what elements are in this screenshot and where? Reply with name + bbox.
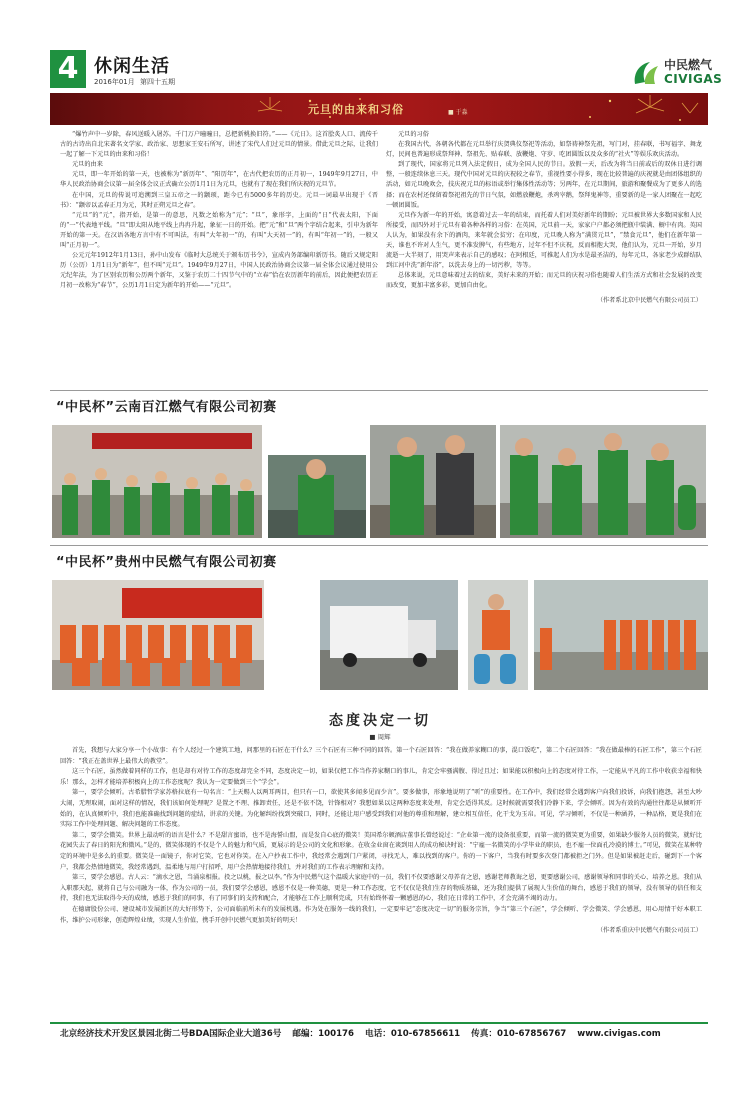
photo-guizhou-truck [320, 580, 458, 690]
paragraph: 总体来说，元旦意味着过去的结束，美好未来的开始；而元旦的庆祝习俗也随着人们生活方式和社会发展的改变而改变，更加丰富多彩，更加自由化。 [386, 272, 702, 290]
byline: （作者系重庆中民燃气有限公司员工） [596, 927, 702, 935]
photo-guizhou-lineup [534, 580, 708, 690]
subheading: 元旦的习俗 [398, 131, 429, 138]
paragraph: “元旦”的“元”，指开始，是第一的意思，凡数之始称为“元”；“旦”，象形字，上面的“日”代表太阳，下面的“一”代表地平线。“旦”即太阳从地平线上冉冉升起，象征一日的开始。把“元”和“旦”两个字结合起来，引申为新年开始的第一天。在汉语各地方言中有不可叫法，有叫“大年初一”的，有叫“大天初一”的，有叫“年初一”的，一般又叫“正月初一”。 [60, 211, 378, 250]
subheading: 元旦的由来 [72, 161, 103, 169]
logo-chinese-name: 中民燃气 [664, 58, 713, 72]
yunnan-competition-heading: “中民杯”云南百江燃气有限公司初赛 [56, 400, 277, 415]
article1-right-column [386, 130, 702, 306]
article2-author: ■ 周辉 [369, 733, 391, 741]
photo-yunnan-worker-repair [268, 455, 366, 538]
logo-english-name: CIVIGAS [664, 72, 723, 86]
article1-left-column [60, 130, 378, 292]
paragraph: 元旦，即一年开始的第一天，也被称为“新历年”、“阳历年”，在古代把农历的正月初一，1949年9月27日，中华人民政治协商会议第一届全体会议正式确立公历1月1日为元旦，也就有了现在我们所庆祝的元旦节。 [60, 171, 378, 189]
paragraph: 公元元年1912年1月13日，孙中山发布《临时大总统关于颁布历书令》，宣成内务部编印新历书。随后又规定阳历（公历）1月1日为“新年”，但不叫“元旦”。1949年9月27日，中国人民政治协商会议第一届全体会议通过使用公元纪年法，为了区别农历和公历两个新年，又鉴于农历二十四节气中的“立春”恰在农历新年的前后，因此便把农历正月初一改称为“春节”，公历1月1日定为新年的开始——“元旦”。 [60, 252, 378, 290]
paragraph: 第二，要学会微笑。世界上最动听的语言是什么？不是甜言蜜语，也不是海誓山盟，而是发自心底的微笑！美国希尔顿酒店董事长曾经说过：“企业第一流的设备很重要，而第一流的微笑更为重要，如果缺少服务人员的微笑，就好比花园失去了春日的阳光和微风。”是的，微笑体现的不仅是个人的魅力和气质，更展示的是公司的文化和形象。在收金业窗在谈到用人的成功秘诀时说：“宁雇一名微笑的小学毕业的职员，也不雇一位面孔冷漠的博士。”可见，微笑在某种特定的环境中是多么的重要。微笑是一面镜子，你对它笑，它也对你笑。在入户抄表工作中，我经常会遇到门户紧闭，寻找无人，难以找到的客户。你的一下客户，当我有时要多次登门都被拒之门外。但是如果被赶走后，碰到下一个客户，我都会热情地微笑，我经常遇到，温柔地与用户打招呼，用户会热情地接待我们，并对我们的工作表示理解和支持。 [60, 831, 702, 871]
paragraph: 这三个石匠，虽然做着同样的工作，但是却有对待工作的态度却完全不同，态度决定一切，如果仅把工作当作养家糊口的事儿，肯定会牢骚满腹、得过且过；如果能以积极向上的态度对待工作，一定能从平凡的工作中收获幸福和快乐！那么，怎样才能培养积极向上的工作态度呢？我认为一定要做到三个“学会”。 [60, 768, 702, 786]
paragraph: “爆竹声中一岁除，春风送暖入屠苏。千门万户曈曈日，总把新桃换旧符。”——《元日》。这首脍炙人口、流传千古的古诗出自北宋著名文学家、政治家、思想家王安石所写，讲述了宋代人们过元旦的情景。借此元旦之际，让我们一起了解一下元旦的由来和习俗！ [60, 131, 378, 159]
footer-website: www.civigas.com [577, 1029, 661, 1039]
footer-postcode: 邮编：100176 [292, 1029, 355, 1039]
paragraph: 第一，要学会倾听。古希腊哲学家苏格拉底有一句名言：“上天赐人以两耳两目，但只有一口，欲使其多闻多见而少言”。要多做事，形象地说明了“听”的重要性。在工作中，我们经常会遇到客户向我们投诉，向我们抱怨，甚至大吵大闹，无理取闹，面对这样的情况，我们该如何处理呢？是置之不理、推卸责任，还是不依不饶，针锋相对？我想如果以这两种态度来处理，肯定会适得其反。这时候就需要我们冷静下来，学会倾听。因为有效的沟通往往都是从倾听开始的，在认真倾听中，我们也能准确找到问题的症结，讲求的关键。为化解纠纷找到突破口，同时，还能让用户感受到我们对他的尊重和理解，建立相互信任，化干戈为玉帛。可见，学习倾听，不仅是一种涵养，一种品格，更是我们在实际工作中处理问题、解决问题的工作态度。 [60, 789, 702, 829]
article-title-new-year: 元旦的由来和习俗 [308, 103, 404, 116]
photo-guizhou-cylinders [468, 580, 528, 690]
page-number: 4 [50, 50, 86, 88]
paragraph: 首先，我想与大家分享一个小故事：有个人经过一个建筑工地，问那里的石匠在干什么？三个石匠有三种不同的回答。第一个石匠回答：“我在做养家糊口的事，混口饭吃”，第二个石匠回答：“我在做最棒的石匠工作”，第三个石匠回答：“我正在盖世界上最伟大的教堂”。 [60, 747, 702, 765]
footer-phone: 电话：010-67856611 [365, 1029, 461, 1039]
photo-guizhou-group [52, 580, 264, 690]
article2-title: 态度决定一切 [329, 713, 431, 729]
footer-contact [60, 1027, 661, 1039]
footer-rule [50, 1022, 708, 1024]
guizhou-competition-heading: “中民杯”贵州中民燃气有限公司初赛 [56, 555, 277, 570]
issue-number: 第四十五期 [140, 78, 175, 86]
paragraph: 元旦作为新一年的开始，寓意着过去一年的结束，而托着人们对美好新年的期盼；元旦被世界大多数国家和人民所接受，而四外对于元旦有着各种各样的习俗：在英国，元旦前一天，家家户户都必须把瓶中装满、橱中有肉。英国人认为，如果没有余下的酒肉，来年就会贫穷；在印度，元旦晚人称为“满贯元旦”，“禁食元旦”，他们在新年第一天，谁也不许对人生气，更不准发脾气，有些地方，过年不但不庆祝，反而相抱大哭，他们认为，元旦一开始，岁月流逝一大半刻了，用哭声来表示自己的感叹；在阿根廷，可推起人们为水是最圣洁的，每年元旦，各家老少成群结队到江河中洗“新年浴”，以洗去身上的一切污秽，等等。 [386, 211, 702, 270]
section-divider [50, 390, 708, 391]
photo-yunnan-two-inspectors [370, 425, 496, 538]
paragraph: 到了现代，国家将元旦列入法定假日，成为全国人民的节日。放假一天，后改为将当日前或后的双休日进行调整，一般连续休息三天。现代中国对元旦的庆祝较之春节，重视性要小得多，现在比较普遍的庆祝就是由团体组织的活动，如元旦晚欢会，技庆祝元旦的标语或举行集体性活动等；另两年，在元旦期间，旅游和聚餐成为了更多人的选择；而在农村还保留着祭祀祖先的节日气氛，如燃放鞭炮，杀鸡宰鹅，祭拜鬼神等，重要新的是一家人团聚在一起吃一顿团圆饭。 [386, 161, 702, 209]
byline: （作者系北京中民燃气有限公司员工） [596, 296, 702, 304]
civigas-logo-icon [631, 58, 661, 88]
footer-address: 北京经济技术开发区景园北街二号BDA国际企业大道36号 [60, 1029, 282, 1039]
paragraph: 在德庸股份公司、建设城市发展新区的大好形势下，公司面临前所未有的发展机遇。作为处在服务一线的我们，一定要牢记“态度决定一切”的服务宗旨，争当“第三个石匠”，学会倾听、学会微笑、学会感恩，用心用情干好本职工作，维护公司形象，创造辉煌业绩，实现人生价值，携手开创中民燃气更加美好的明天！ [60, 905, 702, 924]
article2-body [60, 746, 702, 937]
section-divider [50, 545, 708, 546]
photo-yunnan-cylinder-team [500, 425, 706, 538]
section-title: 休闲生活 [94, 56, 170, 77]
photo-yunnan-banner-group [52, 425, 262, 538]
article-author: ■ 于淼 [448, 109, 468, 116]
paragraph: 在中国，元旦的传说可追溯到三皇五帝之一的颛顼，距今已有5000多年的历史。元旦一词最早出现于《晋书》：“颛帝以孟春正月为元，其时正朔元旦之春”。 [60, 191, 378, 209]
paragraph: 在我国古代，各朝各代都在元旦举行庆贺典仪祭祀等活动，如祭祷神祭先祖，写门对，挂春联，书写福字、舞龙灯，民间也普遍形成祭拜神、祭祖先、贴春联、放鞭炮、守岁、吃团圆饭以及众多的“社火”等娱乐欢庆活动。 [386, 141, 702, 159]
footer-fax: 传真：010-67856767 [471, 1029, 567, 1039]
paragraph: 第三，要学会感恩。古人云：“滴水之恩，当涌泉相报。投之以桃，报之以李。”作为中民燃气这个温暖大家庭中的一员，我们不仅要感谢父母养育之恩，感谢老师教诲之恩，更要感谢公司，感谢领导和同事的关心、培养之恩。我们从入职那天起，就将自己与公司融为一体，作为公司的一员，我们要学会感恩，感恩不仅是一种美德，更是一种工作态度，它不仅仅是我们生存的物质基础，还为我们提供了展现人生价值的舞台，感恩于我们的领导，没有领导的信任和支持，我们也无法取得今天的成绩，感恩于我们的同事，有了同事们的支持和配合，才能够在工作上顺利完成，只有始终怀着一颗感恩的心，我们在日常的工作中，才会充满不竭的动力。 [60, 874, 702, 903]
issue-date: 2016年01月 [94, 78, 135, 86]
